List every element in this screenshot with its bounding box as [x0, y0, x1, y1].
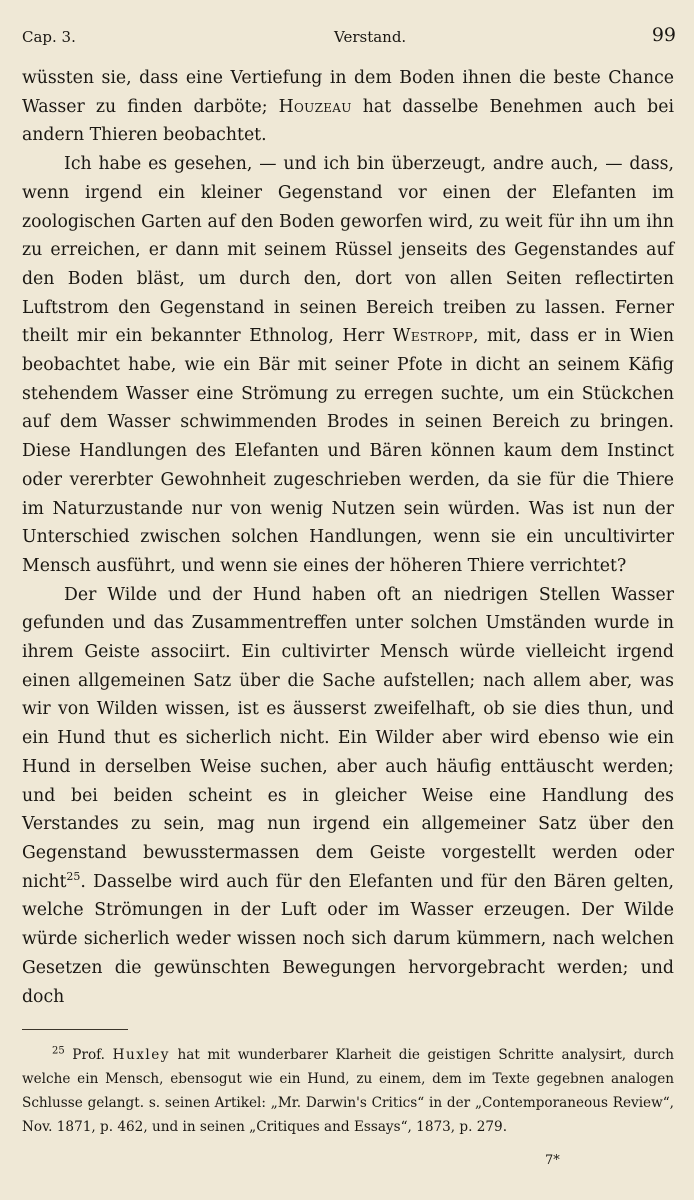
paragraph-1 — [22, 64, 674, 150]
footnote — [22, 1043, 674, 1139]
author-name-houzeau: Houzeau — [278, 96, 352, 117]
running-head — [22, 24, 676, 52]
paragraph-1-text-b: hat dasselbe Benehmen auch bei andern Thieren beobachtet. — [22, 96, 674, 146]
person-name-westropp: Westropp — [392, 326, 473, 347]
footnote-25 — [22, 1043, 674, 1139]
paragraph-3-text-b: . Dasselbe wird auch für den Elefanten und für den Bären gelten, welche Strömungen in der Luft oder im Wasser erzeugen. Der Wilde würde sicherlich weder wissen noch sich darum kümmern, nach welchen Gesetzen die gewünschten Bewegungen hervorgebracht werden; und doch — [22, 871, 674, 1007]
footnote-text: hat mit wunderbarer Klarheit die geistigen Schritte analysirt, durch welche ein Mensch, ebensogut wie ein Hund, zu einem, dem im Texte gegebnen analogen Schlusse gelangt. s. seinen Artikel: „Mr. Darwin's Critics“ in der „Contemporaneous Review“, Nov. 1871, p. 462, und in seinen „Critiques and Essays“, 1873, p. 279. — [22, 1047, 675, 1135]
section-title: Verstand. — [334, 28, 407, 46]
paragraph-2 — [22, 150, 674, 581]
paragraph-1-text-a: wüssten sie, dass eine Vertiefung in dem Boden ihnen die beste Chance Wasser zu finden darböte; — [22, 68, 674, 117]
paragraph-2-text-b: , mit, dass er in Wien beobachtet habe, wie ein Bär mit seiner Pfote in dicht an seinem Käfig stehendem Wasser eine Strömung zu erregen suchte, um ein Stückchen auf dem Wasser schwimmenden Brodes in seinen Bereich zu bringen. Diese Handlungen des Elefanten und Bären können kaum dem Instinct oder vererbter Gewohnheit zugeschrieben werden, da sie für die Thiere im Naturzustande nur von wenig Nutzen sein würden. Was ist nun der Unterschied zwischen solchen Handlungen, wenn sie ein uncultivirter Mensch ausführt, und wenn sie eines der höheren Thiere verrichtet? — [22, 326, 674, 576]
main-text — [22, 64, 674, 1011]
signature-mark: 7* — [545, 1153, 560, 1168]
paragraph-3-text-a: Der Wilde und der Hund haben oft an niedrigen Stellen Wasser gefunden und das Zusammentreffen unter solchen Umständen wurde in ihrem Geiste associirt. Ein cultivirter Mensch würde vielleicht irgend einen allgemeinen Satz über die Sache aufstellen; nach allem aber, was wir von Wilden wissen, ist es äusserst zweifelhaft, ob sie dies thun, und ein Hund thut es sicherlich nicht. Ein Wilder aber wird ebenso wie ein Hund in derselben Weise suchen, aber auch häufig enttäuscht werden; und bei beiden scheint es in gleicher Weise eine Handlung des Verstandes zu sein, mag nun irgend ein allgemeiner Satz über den Gegenstand bewusstermassen dem Geiste vorgestellt werden oder nicht — [22, 584, 674, 892]
chapter-label: Cap. 3. — [22, 28, 76, 46]
footnote-prefix: Prof. — [64, 1047, 113, 1063]
footnote-reference: 25 — [66, 869, 81, 883]
footnote-rule — [22, 1029, 128, 1030]
paragraph-3 — [22, 581, 674, 1012]
footnote-name-huxley: Huxley — [112, 1047, 170, 1063]
footnote-marker: 25 — [52, 1045, 65, 1057]
paragraph-2-text-a: Ich habe es gesehen, — und ich bin überzeugt, andre auch, — dass, wenn irgend ein kleiner Gegenstand vor einen der Elefanten im zoologischen Garten auf den Boden geworfen wird, zu weit für ihn um ihn zu erreichen, er dann mit seinem Rüssel jenseits des Gegenstandes auf den Boden bläst, um durch den, dort von allen Seiten reflectirten Luftstrom den Gegenstand in seinen Bereich treiben zu lassen. Ferner theilt mir ein bekannter Ethnolog, Herr — [22, 154, 674, 347]
page-number: 99 — [651, 24, 676, 46]
